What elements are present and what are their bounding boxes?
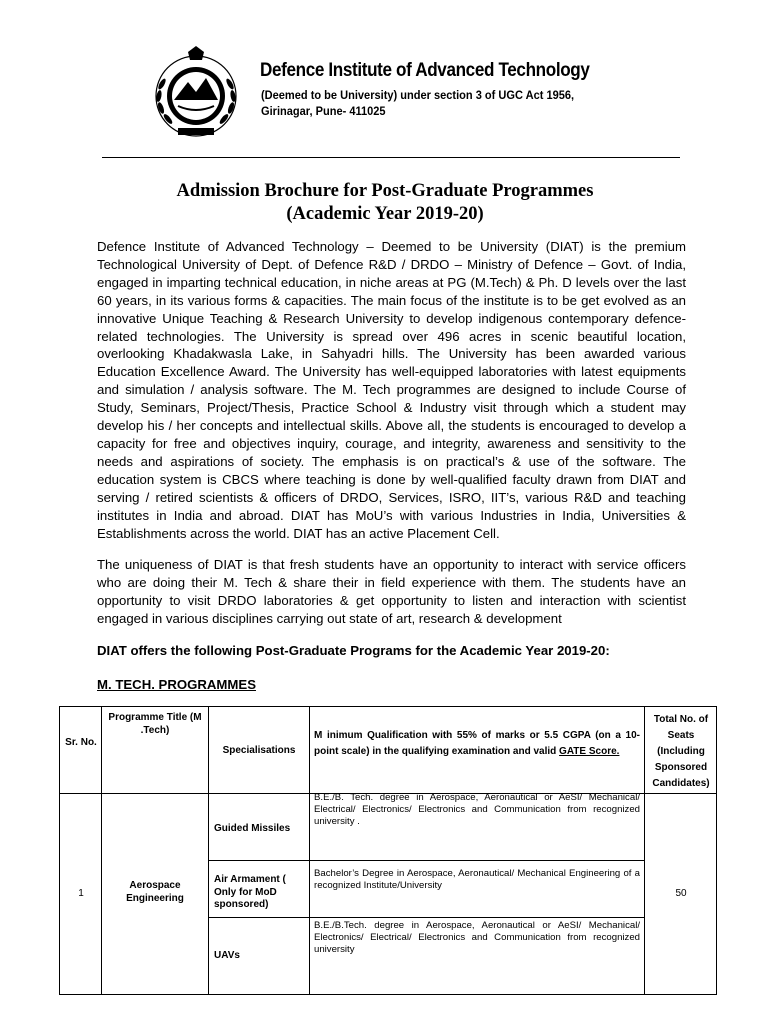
row-total-seats: 50	[675, 888, 687, 899]
table-border-bottom	[59, 994, 717, 995]
table-row-divider-1	[208, 860, 645, 861]
uniqueness-paragraph: The uniqueness of DIAT is that fresh students have an opportunity to interact with service officers who are doing their M. Tech & share their in field experience with them. The students have an opportunity to visit DRDO laboratories & get opportunity to listen and interaction with scientist engaged in various disciplines carrying out state of art, research & development	[97, 557, 686, 626]
table-border-left	[59, 706, 60, 995]
qualification-air-armament: Bachelor’s Degree in Aerospace, Aeronautical/ Mechanical Engineering of a recognized Institute/University	[314, 868, 640, 892]
intro-paragraph: Defence Institute of Advanced Technology – Deemed to be University (DIAT) is the premium Technological University of Dept. of Defence R&D / DRDO – Ministry of Defence – Govt. of India, engaged in imparting technical education, in niche areas at PG (M.Tech) & Ph. D levels over the last 60 years, in its various forms & capacities. The main focus of the institute is to be get evolved as an innovative Unique Teaching & Research University to develop indigenous contemporary defence-related technologies. The University is spread over 496 acres in scenic beautiful location, overlooking Khadakwasla Lake, in Sahyadri hills. The University has been awarded various Education Excellence Award. The University has well-equipped laboratories with latest equipments and simulation / analysis software. The M. Tech programmes are designed to include Course of Study, Seminars, Project/Thesis, Practice School & Industry visit through which a student may develop his / her concepts and intellectual skills. Above all, the students is encouraged to develop a capacity for free and objectives inquiry, courage, and integrity, awareness and sensitivity to the needs and aspirations of society. The emphasis is on practical’s & use of the software. The education system is CBCS where teaching is done by well-qualified faculty drawn from DIAT and serving / retired scientists & officers of DRDO, Services, ISRO, IIT’s, various R&D and teaching institutes in India and abroad. DIAT has MoU’s with various Industries in India, Universities & Establishments across the world. DIAT has an active Placement Cell.	[97, 239, 686, 541]
table-col-divider-3	[309, 706, 310, 995]
header-total-seats: Total No. of Seats (Including Sponsored Candidates)	[652, 714, 710, 789]
institute-address	[261, 87, 574, 119]
brochure-title: Admission Brochure for Post-Graduate Programmes	[176, 181, 594, 201]
header-divider	[102, 157, 680, 158]
header-gate-score: GATE Score.	[559, 746, 620, 757]
row-programme-title: Aerospace Engineering	[126, 880, 184, 904]
specialisation-guided-missiles: Guided Missiles	[214, 823, 291, 834]
row-sr-no: 1	[78, 888, 84, 899]
academic-year-title: (Academic Year 2019-20)	[286, 204, 484, 224]
header-programme-title: Programme Title (M .Tech)	[108, 712, 202, 736]
header-specialisations: Specialisations	[222, 745, 296, 756]
offers-heading: DIAT offers the following Post-Graduate Programs for the Academic Year 2019-20:	[97, 643, 610, 658]
table-col-divider-2	[208, 706, 209, 995]
specialisation-air-armament: Air Armament ( Only for MoD sponsored)	[214, 874, 286, 910]
table-row-divider-2	[208, 917, 645, 918]
header-min-qualification	[314, 728, 640, 760]
specialisation-uavs: UAVs	[214, 950, 240, 961]
qualification-guided-missiles: B.E./B. Tech. degree in Aerospace, Aeronautical or AeSI/ Mechanical/ Electrical/ Electronics/ Electronics and Communication from recognized university .	[314, 792, 640, 828]
table-col-divider-1	[101, 706, 102, 995]
diat-emblem-logo	[148, 44, 244, 140]
table-border-right	[716, 706, 717, 995]
qualification-uavs: B.E./B.Tech. degree in Aerospace, Aeronautical or AeSI/ Mechanical/ Electronics/ Electrical/ Electronics and Communication from recognized university	[314, 920, 640, 956]
address-line: Girinagar, Pune- 411025	[261, 104, 386, 118]
mtech-programmes-heading: M. TECH. PROGRAMMES	[97, 677, 256, 692]
deemed-university-line: (Deemed to be University) under section 3 of UGC Act 1956,	[261, 88, 575, 102]
institute-name: Defence Institute of Advanced Technology	[260, 60, 590, 81]
table-col-divider-4	[644, 706, 645, 995]
header-sr-no: Sr. No.	[65, 737, 97, 748]
header-min-qualification-text: M inimum Qualification with 55% of marks or 5.5 CGPA (on a 10-point scale) in the qualifying examination and valid	[314, 730, 640, 757]
table-border-top	[59, 706, 717, 707]
